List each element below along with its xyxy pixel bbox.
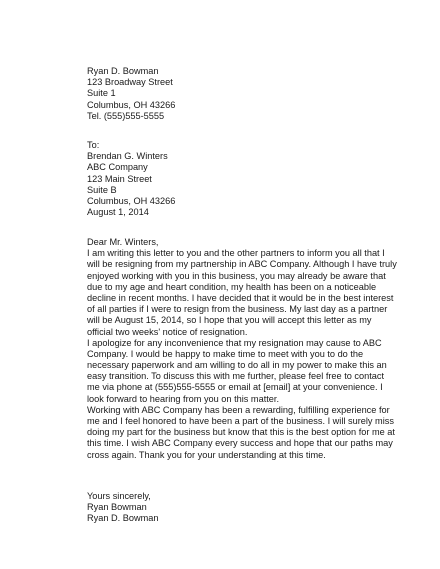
recipient-city: Columbus, OH 43266 bbox=[87, 195, 176, 206]
sender-city: Columbus, OH 43266 bbox=[87, 99, 176, 110]
sender-name: Ryan D. Bowman bbox=[87, 66, 159, 76]
sender-address-block bbox=[87, 66, 387, 122]
body-line: look forward to hearing from you on this matter. bbox=[87, 393, 280, 404]
body-line: necessary paperwork and am willing to do all in my power to make this an bbox=[87, 360, 387, 371]
recipient-to-label: To: bbox=[87, 140, 100, 150]
body-line: me via phone at (555)555-5555 or email at [email] at your convenience. I bbox=[87, 382, 383, 393]
body-line: cross again. Thank you for your understanding at this time. bbox=[87, 449, 326, 460]
body-line: will be resigning from my partnership in ABC Company. Although I have truly bbox=[87, 259, 397, 270]
body-line: of all parties if I were to resign from the business. My last day as a partner bbox=[87, 304, 388, 315]
printed-name: Ryan D. Bowman bbox=[87, 513, 159, 524]
letter-body bbox=[87, 237, 397, 461]
body-line: I apologize for any inconvenience that my resignation may cause to ABC bbox=[87, 337, 382, 348]
recipient-address-block bbox=[87, 140, 387, 218]
body-line: doing my part for the business but know that this is the best option for me at bbox=[87, 427, 395, 438]
sender-street: 123 Broadway Street bbox=[87, 77, 173, 88]
recipient-name: Brendan G. Winters bbox=[87, 151, 168, 162]
body-line: easy transition. To discuss this with me further, please feel free to contact bbox=[87, 371, 385, 382]
recipient-suite: Suite B bbox=[87, 184, 117, 195]
body-line: I am writing this letter to you and the other partners to inform you all that I bbox=[87, 248, 385, 259]
sender-suite: Suite 1 bbox=[87, 88, 116, 99]
recipient-street: 123 Main Street bbox=[87, 173, 152, 184]
body-line: enjoyed working with you in this business, you may already be aware that bbox=[87, 270, 386, 281]
body-line: official two weeks' notice of resignation. bbox=[87, 326, 248, 337]
body-line: this time. I wish ABC Company every success and hope that our paths may bbox=[87, 438, 393, 449]
body-line: will be August 15, 2014, so I hope that you will accept this letter as my bbox=[87, 315, 372, 326]
body-line: Working with ABC Company has been a rewarding, fulfilling experience for bbox=[87, 404, 390, 415]
recipient-company: ABC Company bbox=[87, 162, 148, 173]
letter-date: August 1, 2014 bbox=[87, 207, 149, 218]
closing-block bbox=[87, 491, 387, 525]
signature-name: Ryan Bowman bbox=[87, 502, 147, 513]
salutation: Dear Mr. Winters, bbox=[87, 237, 159, 247]
body-line: me and I feel honored to have been a part of the business. I will surely miss bbox=[87, 416, 394, 426]
body-line: due to my age and heart condition, my health has been on a noticeable bbox=[87, 281, 377, 292]
body-line: decline in recent months. I have decided that it would be in the best interest bbox=[87, 292, 394, 303]
sender-phone: Tel. (555)555-5555 bbox=[87, 110, 165, 121]
body-line: Company. I would be happy to make time to meet with you to do the bbox=[87, 348, 364, 359]
complimentary-close: Yours sincerely, bbox=[87, 491, 151, 501]
